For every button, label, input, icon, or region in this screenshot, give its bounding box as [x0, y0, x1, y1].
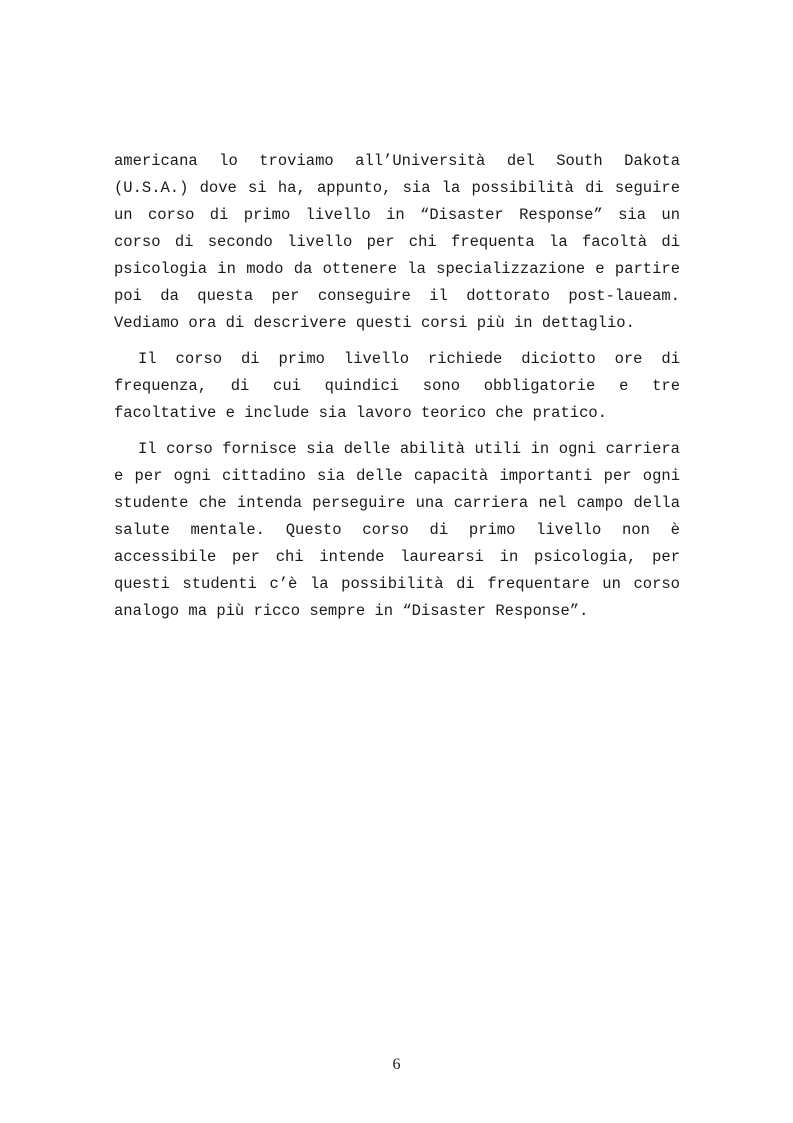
paragraph-2: Il corso di primo livello richiede diciotto ore di frequenza, di cui quindici sono obbligatorie e tre facoltative e include sia lavoro teorico che pratico.: [114, 350, 680, 422]
page-number: 6: [392, 1056, 401, 1073]
body-text: [114, 148, 680, 625]
paragraph-3: Il corso fornisce sia delle abilità utili in ogni carriera e per ogni cittadino sia delle capacità importanti per ogni studente che intenda perseguire una carriera nel campo della salute mentale. Questo corso di primo livello non è accessibile per chi intende laurearsi in psicologia, per questi studenti c’è la possibilità di frequentare un corso analogo ma più ricco sempre in “Disaster Response”.: [114, 440, 680, 620]
paragraph-1: americana lo troviamo all’Università del South Dakota (U.S.A.) dove si ha, appunto, sia la possibilità di seguire un corso di primo livello in “Disaster Response” sia un corso di secondo livello per chi frequenta la facoltà di psicologia in modo da ottenere la specializzazione e partire poi da questa per conseguire il dottorato post-laueam. Vediamo ora di descrivere questi corsi più in dettaglio.: [114, 152, 680, 332]
